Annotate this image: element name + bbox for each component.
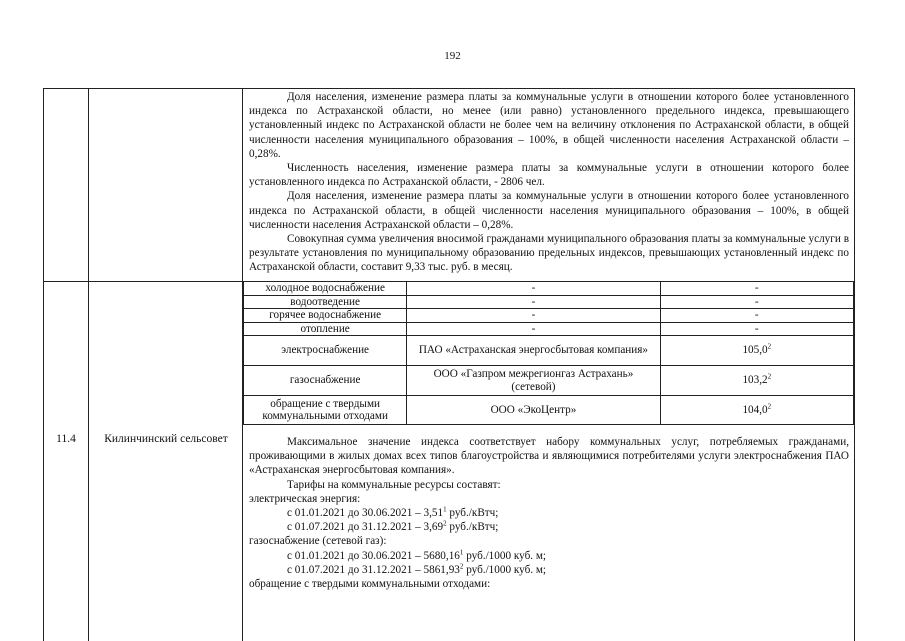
paragraph: Совокупная сумма увеличения вносимой гражданами муниципального образования платы за коммунальные услуги в результате установления по муниципальному образованию предельных индексов, превышающих установленный индекс по Астраханской области, составит 9,33 тыс. руб. в месяц. bbox=[249, 233, 849, 274]
page-number: 192 bbox=[444, 50, 461, 62]
table-row bbox=[244, 366, 854, 396]
footnote-mark: 2 bbox=[767, 342, 772, 351]
paragraph: Доля населения, изменение размера платы за коммунальные услуги в отношении которого более установленного индекса по Астраханской области, но менее (или равно) установленного предельного индекса, превышающего установленный индекс по Астраханской области не более чем на величину отклонения по Астраханской области, в общей численности населения муниципального образования – 100%, в общей численности населения Астраханской области – 0,28%. bbox=[249, 91, 849, 160]
footnote-mark: 1 bbox=[443, 505, 447, 514]
services-table bbox=[243, 281, 854, 425]
service-cell: отопление bbox=[244, 322, 407, 336]
electric-label: электрическая энергия: bbox=[249, 492, 361, 505]
tariff-unit: руб./1000 куб. м; bbox=[463, 549, 547, 562]
top-row-text bbox=[249, 90, 849, 275]
provider-cell: ООО «ЭкоЦентр» bbox=[407, 396, 660, 425]
index-cell bbox=[660, 336, 853, 366]
footnote-mark: 2 bbox=[767, 372, 772, 381]
service-cell: обращение с твердыми коммунальными отходами bbox=[244, 396, 407, 425]
tariff-line bbox=[249, 563, 849, 577]
data-table bbox=[43, 88, 855, 641]
tariff-value: с 01.01.2021 до 30.06.2021 – 3,51 bbox=[287, 507, 444, 520]
tariff-line bbox=[249, 506, 849, 520]
provider-cell: - bbox=[407, 309, 660, 323]
provider-cell: ПАО «Астраханская энергосбытовая компания» bbox=[407, 336, 660, 366]
service-cell: горячее водоснабжение bbox=[244, 309, 407, 323]
tariff-line bbox=[249, 520, 849, 534]
waste-label: обращение с твердыми коммунальными отходами: bbox=[249, 578, 491, 591]
paragraph: Доля населения, изменение размера платы за коммунальные услуги в отношении которого более установленного индекса по Астраханской области, в общей численности населения муниципального образования – 100%, в общей численности населения Астраханской области – 0,28%. bbox=[249, 190, 849, 231]
tariff-unit: руб./кВтч; bbox=[446, 507, 499, 520]
service-cell: холодное водоснабжение bbox=[244, 282, 407, 296]
column-divider bbox=[88, 89, 89, 641]
gas-label: газоснабжение (сетевой газ): bbox=[249, 535, 387, 548]
table-row bbox=[244, 322, 854, 336]
tariffs-text bbox=[249, 435, 849, 591]
table-row bbox=[244, 336, 854, 366]
paragraph: Численность населения, изменение размера платы за коммунальные услуги в отношении которого более установленного индекса по Астраханской области, - 2806 чел. bbox=[249, 162, 849, 189]
tariff-value: с 01.07.2021 до 31.12.2021 – 5861,93 bbox=[287, 563, 460, 576]
table-row bbox=[244, 309, 854, 323]
provider-cell: - bbox=[407, 295, 660, 309]
footnote-mark: 2 bbox=[443, 519, 447, 528]
index-value: 103,2 bbox=[742, 374, 768, 387]
max-index-paragraph: Максимальное значение индекса соответствует набору коммунальных услуг, потребляемых гражданами, проживающими в жилых домах всех типов благоустройства и являющимися потребителями услуги электроснабжения ПАО «Астраханская энергосбытовая компания». bbox=[249, 436, 849, 477]
index-value: - bbox=[754, 282, 759, 294]
index-cell bbox=[660, 396, 853, 425]
row-number: 11.4 bbox=[56, 433, 76, 445]
service-cell: электроснабжение bbox=[244, 336, 407, 366]
index-cell bbox=[660, 309, 853, 323]
footnote-mark: 1 bbox=[459, 547, 464, 556]
provider-cell: ООО «Газпром межрегионгаз Астрахань» (сетевой) bbox=[407, 366, 660, 396]
tariff-line bbox=[249, 549, 849, 563]
municipality-name: Килинчинский сельсовет bbox=[104, 433, 228, 445]
provider-cell: - bbox=[407, 322, 660, 336]
index-cell bbox=[660, 322, 853, 336]
tariff-value: с 01.01.2021 до 30.06.2021 – 5680,16 bbox=[287, 549, 460, 562]
index-value: 105,0 bbox=[742, 344, 768, 357]
tariff-unit: руб./1000 куб. м; bbox=[463, 563, 547, 576]
table-row bbox=[244, 282, 854, 296]
index-cell bbox=[660, 295, 853, 309]
footnote-mark: 2 bbox=[459, 562, 464, 571]
tariffs-heading: Тарифы на коммунальные ресурсы составят: bbox=[287, 478, 501, 491]
service-cell: водоотведение bbox=[244, 295, 407, 309]
index-value: - bbox=[754, 322, 759, 335]
tariff-value: с 01.07.2021 до 31.12.2021 – 3,69 bbox=[287, 521, 444, 534]
provider-cell: - bbox=[407, 282, 660, 296]
index-cell bbox=[660, 366, 853, 396]
service-cell: газоснабжение bbox=[244, 366, 407, 396]
table-row bbox=[244, 396, 854, 425]
index-value: - bbox=[754, 295, 759, 308]
index-value: 104,0 bbox=[742, 403, 768, 416]
table-row bbox=[244, 295, 854, 309]
tariff-unit: руб./кВтч; bbox=[446, 521, 499, 534]
index-cell bbox=[660, 282, 853, 296]
footnote-mark: 2 bbox=[767, 402, 772, 411]
index-value: - bbox=[754, 309, 759, 321]
